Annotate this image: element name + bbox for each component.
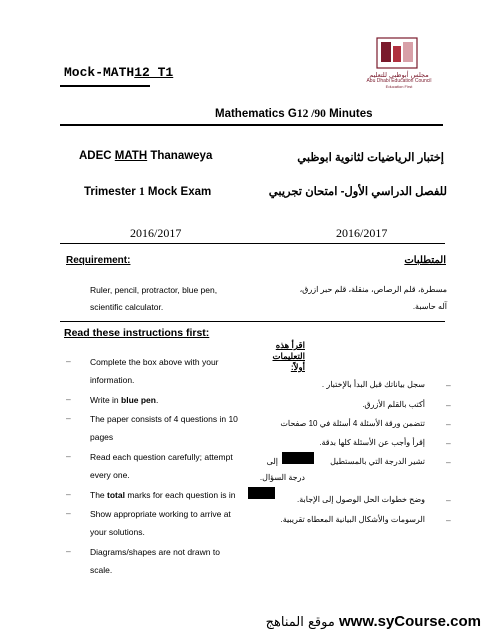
instruction-6 [90,508,231,538]
footer-site: www.syCourse.com [339,613,481,630]
requirement-label: Requirement: [66,255,131,266]
instruction-4 [90,451,233,481]
instruction-1 [90,356,219,386]
ar-bullet: – [446,457,451,467]
ar-instruction-2: أكتب بالقلم الأزرق. [362,400,425,409]
instruction-4-line-2: every one. [90,470,130,480]
ar-instruction-5: تشير الدرجة التي بالمستطيل [330,457,425,466]
instruction-3 [90,413,238,443]
ar-bullet: – [446,438,451,448]
instruction-1-line-1: Complete the box above with your [90,357,219,367]
logo-name-en: Abu Dhabi Education Council [366,78,432,84]
instruction-2 [90,394,158,406]
ar-bullet: – [446,495,451,505]
ar-bullet: – [446,380,451,390]
arabic-title-1: إختبار الرياضيات لثانوية ابوظبي [297,152,444,164]
mock-title-suffix: 12 T1 [134,65,174,80]
adec-logo [343,36,455,89]
bullet: – [66,489,71,499]
requirement-line-2: scientific calculator. [90,302,164,312]
header-rule [60,124,443,126]
instructions-title: Read these instructions first: [64,327,210,339]
ar-instruction-5-end: درجة السؤال. [259,473,305,482]
tri-suffix: Mock Exam [144,186,212,198]
bullet: – [66,546,71,556]
trimester-title [84,186,211,198]
requirement-label-ar: المتطلبات [404,255,446,266]
instruction-3-line-1: The paper consists of 4 questions in 10 [90,414,238,424]
year-en: 2016/2017 [130,226,182,240]
instruction-5-end: marks for each question is in [124,490,236,500]
instruction-6-line-2: your solutions. [90,527,145,537]
year-ar: 2016/2017 [336,226,388,240]
ar-instruction-5-to: إلى [266,457,278,466]
instruction-3-line-2: pages [90,432,114,442]
math-head-prefix: Mathematics G [215,108,297,120]
arabic-title-2: للفصل الدراسي الأول- امتحان تجريبي [268,186,447,198]
adec-logo-icon [343,36,455,72]
math-head-grade: 12 [296,108,309,120]
logo-tagline: Education First [385,84,413,89]
tri-prefix: Trimester [84,186,139,198]
instruction-7 [90,546,220,576]
adec-prefix: ADEC [79,150,115,162]
instruction-2-text: Write in [90,395,122,405]
adec-math: MATH [114,150,148,162]
ar-bullet: – [446,515,451,525]
bullet: – [66,451,71,461]
math-head-time: 90 [314,108,326,120]
instruction-4-line-1: Read each question carefully; attempt [90,452,233,462]
math-head-sep: / [308,108,315,120]
mock-title-prefix: Mock-MATH [64,65,135,80]
requirement-rule [60,321,445,322]
bullet: – [66,394,71,404]
requirement-line-1: Ruler, pencil, protractor, blue pen, [90,285,218,295]
bullet: – [66,508,71,518]
requirement-ar-line-1: مسطرة، قلم الرصاص، منقلة، قلم حبر ازرق، [299,285,447,294]
ar-instruction-3: تتضمن ورقة الأسئلة 4 أسئلة في 10 صفحات [280,419,425,428]
mock-title [64,65,173,80]
adec-suffix: Thanaweya [147,150,213,162]
ar-instruction-4: إقرأ وأجب عن الأسئلة كلها بدقة. [319,438,425,447]
instruction-5-bold: total [107,490,125,500]
logo-name-ar: مجلس أبوظبي للتعليم [369,71,429,79]
instruction-2-end: . [155,395,159,405]
instruction-5 [90,489,236,501]
ar-bullet: – [446,400,451,410]
adec-title [79,150,212,162]
ar-marks-box [282,452,314,464]
section-rule [60,243,445,244]
mathematics-header [215,108,373,120]
instruction-2-bold: blue pen [121,395,156,405]
instruction-6-line-1: Show appropriate working to arrive at [90,509,231,519]
requirement-ar-line-2: آله حاسبة. [412,302,447,311]
ar-instruction-1: سجل بياناتك قبل البدأ بالإختبار . [321,380,425,389]
ar-instruction-6: وضح خطوات الحل الوصول إلى الإجابة. [297,495,425,504]
instruction-5-text: The [90,490,108,500]
bullet: – [66,356,71,366]
instruction-1-line-2: information. [90,375,135,385]
footer-watermark[interactable] [95,613,481,630]
tri-num: 1 [138,186,145,198]
instructions-title-ar: اقرأ هذه التعليمات أولاً: [272,340,305,372]
ar-bullet: – [446,419,451,429]
ar-instruction-7: الرسومات والأشكال البيانية المعطاه تقريبية. [280,515,425,524]
footer-site-ar: موقع المناهج [265,615,335,630]
bullet: – [66,413,71,423]
instruction-7-line-2: scale. [90,565,113,575]
instruction-7-line-1: Diagrams/shapes are not drawn to [90,547,220,557]
math-head-suffix: Minutes [325,108,373,120]
title-underline [60,85,150,87]
